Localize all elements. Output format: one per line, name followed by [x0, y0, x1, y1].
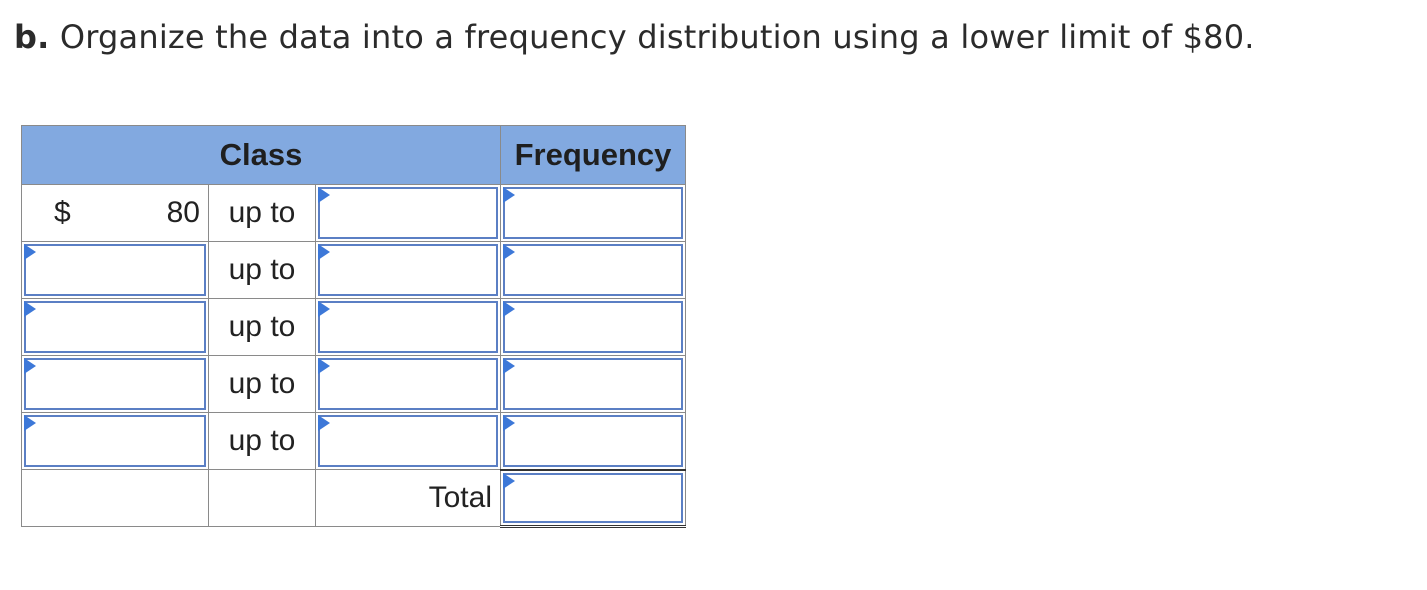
empty-cell	[209, 470, 316, 527]
upper-limit-cell	[316, 356, 501, 413]
input-flag-icon	[318, 187, 330, 203]
up-to-label: up to	[228, 253, 296, 286]
input-flag-icon	[318, 244, 330, 260]
total-label-cell	[316, 470, 501, 527]
part-label: b.	[14, 18, 50, 56]
upper-limit-input[interactable]	[318, 244, 498, 296]
up-to-cell	[209, 299, 316, 356]
frequency-input[interactable]	[503, 415, 683, 467]
input-flag-icon	[503, 244, 515, 260]
up-to-cell	[209, 356, 316, 413]
class-row	[22, 299, 686, 356]
up-to-cell	[209, 413, 316, 470]
input-flag-icon	[24, 358, 36, 374]
frequency-cell	[501, 242, 686, 299]
frequency-input[interactable]	[503, 358, 683, 410]
frequency-cell	[501, 299, 686, 356]
total-frequency-cell	[501, 470, 686, 527]
frequency-header: Frequency	[501, 126, 686, 185]
frequency-cell	[501, 356, 686, 413]
table-header-row	[22, 126, 686, 185]
frequency-input[interactable]	[503, 301, 683, 353]
upper-limit-input[interactable]	[318, 187, 498, 239]
input-flag-icon	[503, 415, 515, 431]
upper-limit-cell	[316, 299, 501, 356]
lower-limit-input[interactable]	[24, 244, 206, 296]
up-to-label: up to	[228, 424, 296, 457]
lower-limit-cell	[22, 356, 209, 413]
frequency-cell	[501, 185, 686, 242]
input-flag-icon	[503, 301, 515, 317]
frequency-distribution-table	[21, 125, 686, 528]
class-header: Class	[22, 126, 501, 185]
lower-limit-value: 80	[166, 196, 200, 229]
prompt-text: Organize the data into a frequency distribution using a lower limit of $80.	[49, 18, 1255, 56]
upper-limit-cell	[316, 185, 501, 242]
upper-limit-cell	[316, 413, 501, 470]
lower-limit-cell	[22, 242, 209, 299]
upper-limit-input[interactable]	[318, 301, 498, 353]
frequency-input[interactable]	[503, 187, 683, 239]
lower-limit-cell	[22, 299, 209, 356]
total-label: Total	[428, 481, 492, 514]
upper-limit-input[interactable]	[318, 415, 498, 467]
lower-limit-input[interactable]	[24, 301, 206, 353]
input-flag-icon	[24, 415, 36, 431]
input-flag-icon	[318, 358, 330, 374]
up-to-cell	[209, 242, 316, 299]
total-row	[22, 470, 686, 527]
lower-limit-cell	[22, 185, 209, 242]
input-flag-icon	[503, 187, 515, 203]
lower-limit-input[interactable]	[24, 358, 206, 410]
currency-symbol: $	[54, 196, 71, 229]
lower-limit-input[interactable]	[24, 415, 206, 467]
up-to-label: up to	[228, 196, 296, 229]
lower-limit-cell	[22, 413, 209, 470]
input-flag-icon	[318, 415, 330, 431]
total-frequency-input[interactable]	[503, 473, 683, 524]
upper-limit-cell	[316, 242, 501, 299]
class-row	[22, 356, 686, 413]
input-flag-icon	[24, 301, 36, 317]
class-row	[22, 242, 686, 299]
frequency-input[interactable]	[503, 244, 683, 296]
input-flag-icon	[24, 244, 36, 260]
class-row	[22, 413, 686, 470]
up-to-cell	[209, 185, 316, 242]
question-prompt	[14, 18, 1255, 56]
empty-cell	[22, 470, 209, 527]
up-to-label: up to	[228, 310, 296, 343]
input-flag-icon	[503, 358, 515, 374]
class-row	[22, 185, 686, 242]
frequency-cell	[501, 413, 686, 470]
input-flag-icon	[318, 301, 330, 317]
up-to-label: up to	[228, 367, 296, 400]
upper-limit-input[interactable]	[318, 358, 498, 410]
input-flag-icon	[503, 473, 515, 489]
